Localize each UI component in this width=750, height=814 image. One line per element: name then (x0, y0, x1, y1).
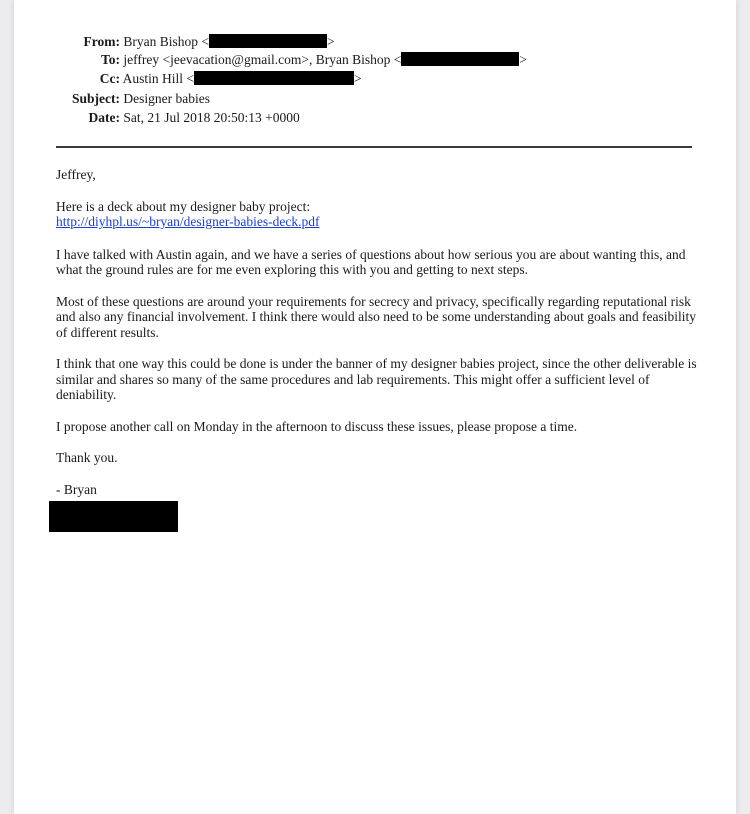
redaction-box (209, 34, 327, 48)
paragraph-3: I think that one way this could be done is under the banner of my designer babies project, since the other deliverable is similar and shares so many of the same procedures and lab requirements. This might offer a sufficient level of deniability. (56, 356, 697, 402)
deck-link[interactable]: http://diyhpl.us/~bryan/designer-babies-deck.pdf (56, 214, 320, 229)
email-body (56, 167, 706, 497)
cc-label: Cc: (99, 71, 120, 86)
subject-row (48, 91, 210, 107)
signoff: - Bryan (56, 481, 97, 497)
from-label: From: (83, 34, 120, 49)
to-label: To: (100, 52, 120, 67)
to-row (48, 52, 527, 68)
subject-value: Designer babies (123, 91, 210, 106)
paragraph-2: Most of these questions are around your requirements for secrecy and privacy, specifically regarding reputational risk and also any financial involvement. I think there would also need to be some understanding about goals and feasibility of different results. (56, 293, 696, 340)
paragraph-1: I have talked with Austin again, and we have a series of questions about how serious you are about wanting this, and what the ground rules are for me even exploring this with you and getting to next steps. (56, 246, 686, 277)
date-value: Sat, 21 Jul 2018 20:50:13 +0000 (123, 110, 300, 125)
redaction-box (401, 52, 519, 66)
from-row (48, 34, 335, 50)
from-value: Bryan Bishop < (123, 34, 209, 49)
date-label: Date: (88, 110, 120, 125)
to-value: jeffrey <jeevacation@gmail.com>, Bryan Bishop < (123, 52, 402, 67)
date-row (48, 110, 300, 126)
greeting: Jeffrey, (56, 167, 96, 182)
cc-tail: > (354, 71, 362, 86)
deck-paragraph (56, 199, 706, 230)
cc-row (48, 71, 362, 87)
cc-value: Austin Hill < (122, 71, 195, 86)
to-tail: > (519, 52, 527, 67)
redaction-box (194, 71, 354, 85)
deck-intro: Here is a deck about my designer baby project: (56, 198, 311, 214)
paragraph-4: I propose another call on Monday in the afternoon to discuss these issues, please propose a time. (56, 418, 578, 434)
subject-label: Subject: (72, 91, 120, 106)
from-tail: > (327, 34, 335, 49)
email-page (14, 0, 736, 814)
header-divider (56, 146, 692, 148)
signature-redaction-box (49, 501, 178, 532)
thanks: Thank you. (56, 450, 118, 465)
